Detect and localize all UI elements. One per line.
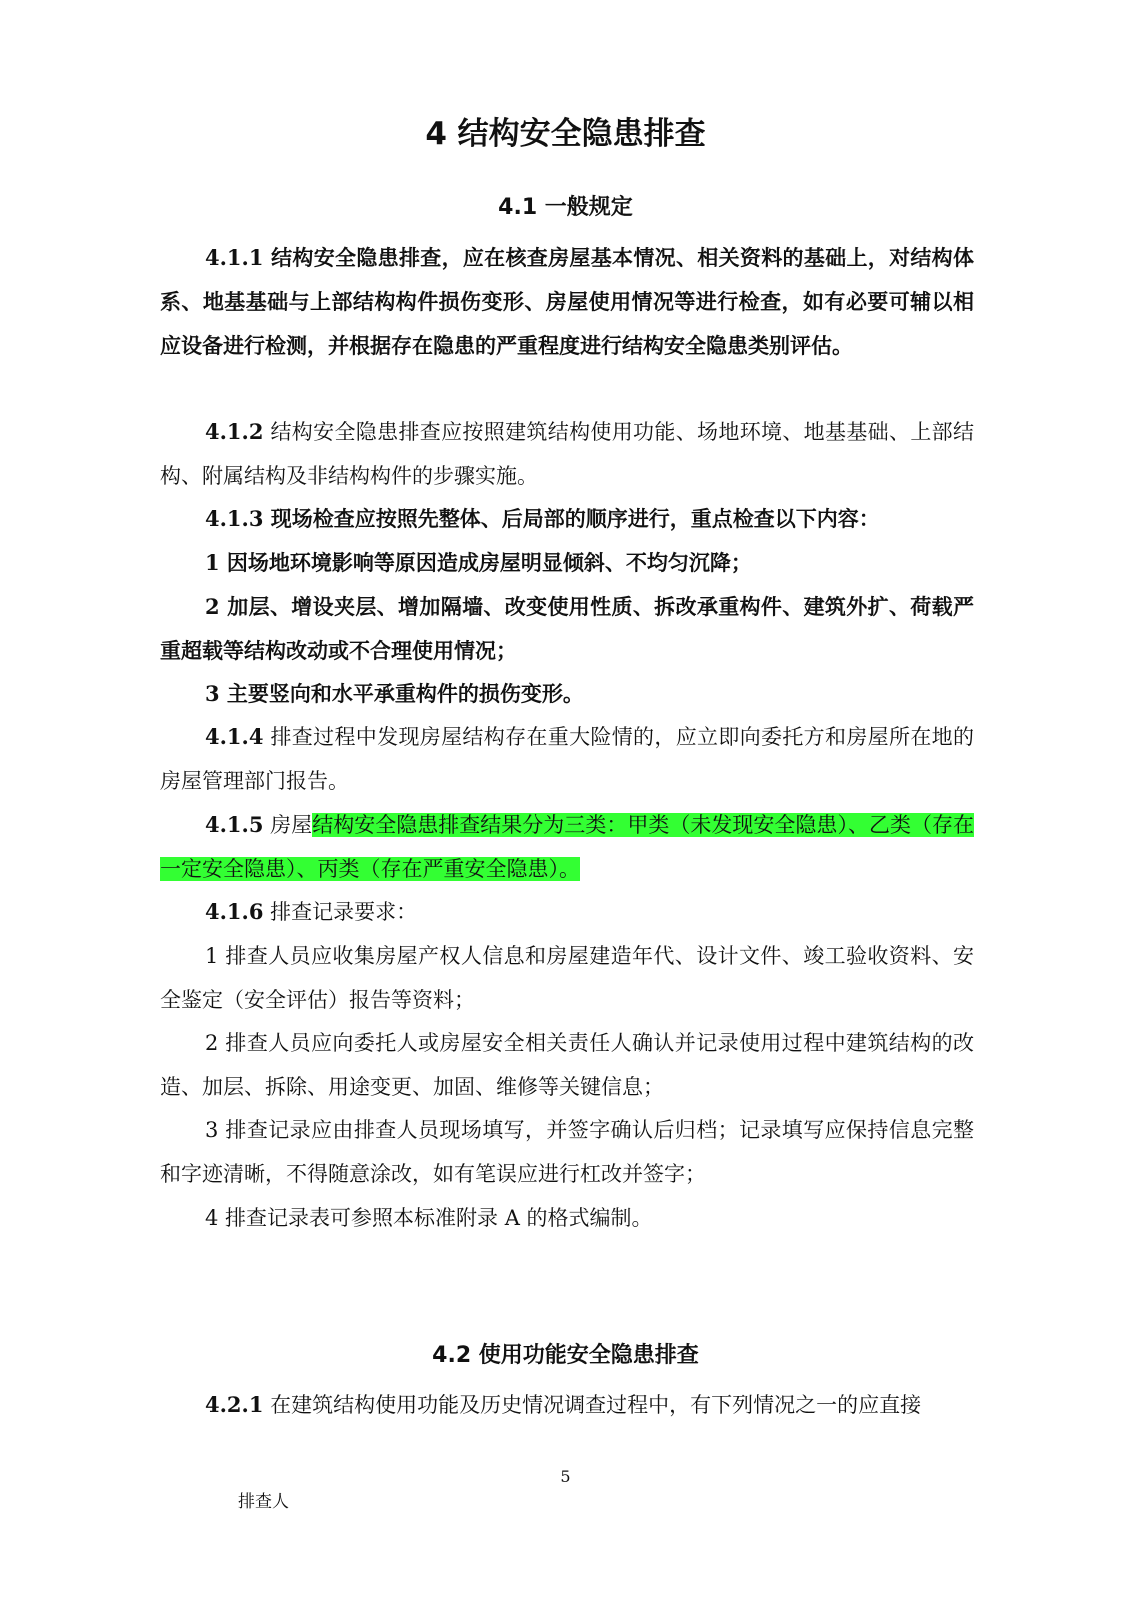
- paragraph-4-1-1: [160, 236, 974, 368]
- clause-number: 4.1.1: [205, 245, 264, 270]
- clause-number: 4.1.2: [205, 419, 264, 444]
- clause-number: 4.2.1: [205, 1392, 264, 1417]
- clause-text: 结构安全隐患排查，应在核查房屋基本情况、相关资料的基础上，对结构体系、地基基础与上部结构构件损伤变形、房屋使用情况等进行检查，如有必要可辅以相应设备进行检测，并根据存在隐患的严重程度进行结构安全隐患类别评估。: [160, 245, 974, 358]
- paragraph-4-1-3: [160, 497, 974, 541]
- clause-text: 在建筑结构使用功能及历史情况调查过程中，有下列情况之一的应直接: [263, 1393, 922, 1417]
- section-heading-4-1: 4.1 一般规定: [498, 195, 633, 220]
- clause-text: 结构安全隐患排查应按照建筑结构使用功能、场地环境、地基基础、上部结构、附属结构及非结构构件的步骤实施。: [160, 420, 974, 488]
- clause-number: 4.1.6: [205, 899, 264, 924]
- list-item-4-1-6-1: 1 排查人员应收集房屋产权人信息和房屋建造年代、设计文件、竣工验收资料、安全鉴定（安全评估）报告等资料；: [160, 944, 974, 1012]
- page-number: 5: [560, 1467, 571, 1486]
- section-heading-4-2: 4.2 使用功能安全隐患排查: [432, 1343, 699, 1368]
- list-item-4-1-3-2: 2 加层、增设夹层、增加隔墙、改变使用性质、拆改承重构件、建筑外扩、荷载严重超载等结构改动或不合理使用情况；: [160, 594, 974, 663]
- clause-number: 4.1.5: [205, 812, 264, 837]
- list-item-4-1-3-3: 3 主要竖向和水平承重构件的损伤变形。: [205, 681, 584, 706]
- paragraph-4-2-1: [160, 1383, 974, 1427]
- clause-text: 排查记录要求：: [263, 900, 418, 924]
- paragraph-4-1-6: [160, 890, 974, 934]
- highlighted-text: 结构安全隐患排查结果分为三类：甲类（未发现安全隐患）、乙类（存在一定安全隐患）、丙类（存在严重安全隐患）。: [160, 813, 974, 881]
- list-item-4-1-6-3: 3 排查记录应由排查人员现场填写，并签字确认后归档；记录填写应保持信息完整和字迹清晰，不得随意涂改，如有笔误应进行杠改并签字；: [160, 1118, 974, 1186]
- clause-text: 现场检查应按照先整体、后局部的顺序进行，重点检查以下内容：: [263, 506, 880, 531]
- paragraph-4-1-2: [160, 410, 974, 498]
- list-item-4-1-6-2: 2 排查人员应向委托人或房屋安全相关责任人确认并记录使用过程中建筑结构的改造、加层、拆除、用途变更、加固、维修等关键信息；: [160, 1031, 974, 1099]
- footer-label: 排查人: [238, 1492, 289, 1512]
- paragraph-4-1-5: [160, 803, 974, 891]
- clause-text: 排查过程中发现房屋结构存在重大险情的，应立即向委托方和房屋所在地的房屋管理部门报告。: [160, 725, 974, 793]
- clause-number: 4.1.4: [205, 724, 264, 749]
- clause-text: 房屋: [263, 813, 313, 837]
- paragraph-4-1-4: [160, 715, 974, 803]
- list-item-4-1-6-4: 4 排查记录表可参照本标准附录 A 的格式编制。: [205, 1206, 653, 1230]
- list-item-4-1-3-1: 1 因场地环境影响等原因造成房屋明显倾斜、不均匀沉降；: [205, 550, 752, 575]
- clause-number: 4.1.3: [205, 506, 264, 531]
- chapter-title: 4 结构安全隐患排查: [425, 116, 706, 152]
